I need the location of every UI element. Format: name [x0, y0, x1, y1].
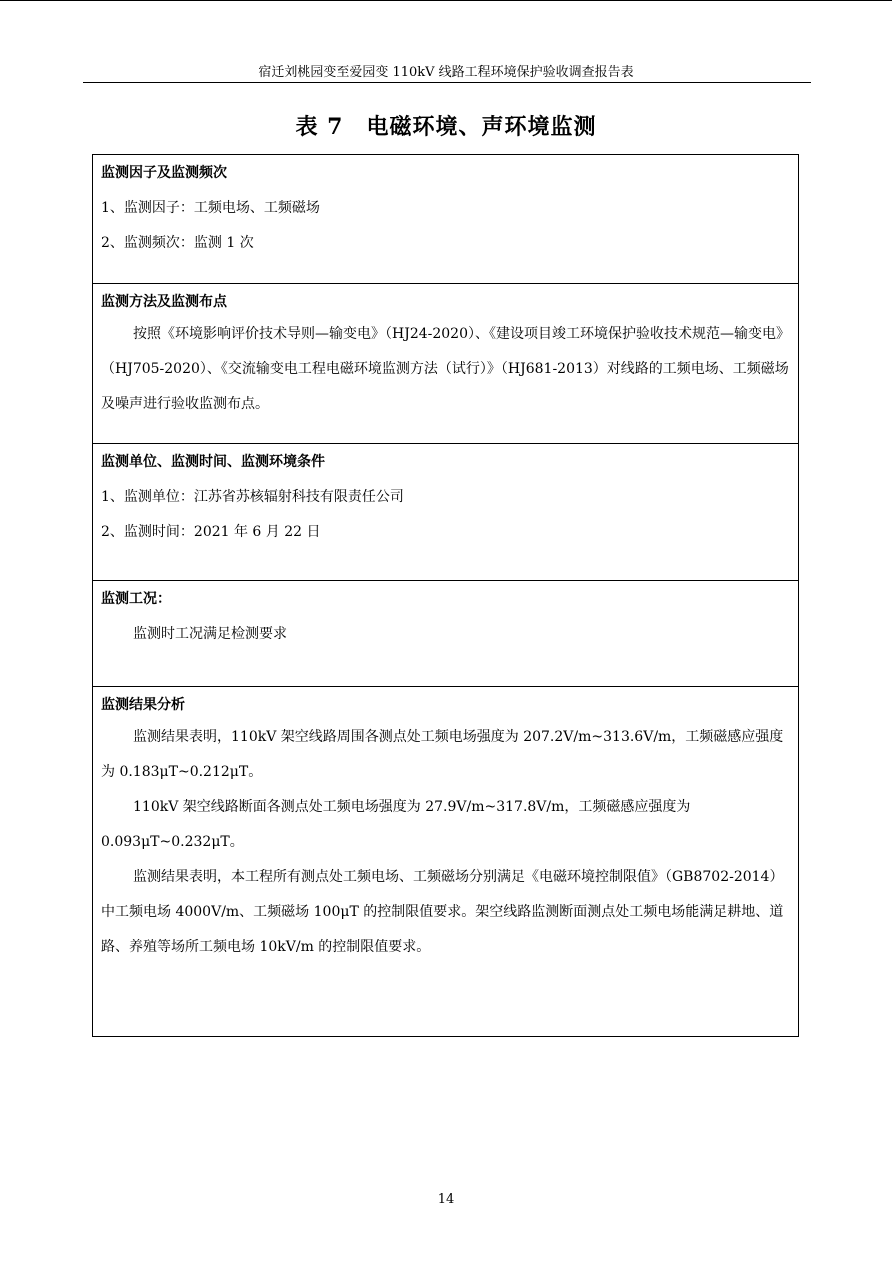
- running-header: 宿迁刘桃园变至爱园变 110kV 线路工程环境保护验收调查报告表: [258, 65, 634, 80]
- unit-line-2: 2、监测时间：2021 年 6 月 22 日: [101, 524, 321, 540]
- top-border-line: [0, 0, 892, 1]
- section-condition-heading: 监测工况：: [101, 591, 171, 607]
- method-paragraph: 按照《环境影响评价技术导则—输变电》（HJ24-2020）、《建设项目竣工环境保护验收技术规范—输变电》（HJ705-2020）、《交流输变电工程电磁环境监测方法（试行）》（HJ681-2013）对线路的工频电场、工频磁场及噪声进行验收监测布点。: [101, 326, 790, 412]
- table-title: 表 7 电磁环境、声环境监测: [295, 114, 597, 140]
- section-condition: [92, 580, 799, 687]
- page-number: 14: [437, 1192, 455, 1207]
- section-method: [92, 283, 799, 444]
- section-results-heading: 监测结果分析: [101, 697, 185, 713]
- results-paragraph-3: 监测结果表明，本工程所有测点处工频电场、工频磁场分别满足《电磁环境控制限值》（GB8702-2014）中工频电场 4000V/m、工频磁场 100μT 的控制限值要求。架空线路监测断面测点处工频电场能满足耕地、道路、养殖等场所工频电场 10kV/m 的控制限值要求。: [101, 869, 784, 955]
- condition-line-1: 监测时工况满足检测要求: [133, 626, 287, 642]
- factors-line-1: 1、监测因子：工频电场、工频磁场: [101, 200, 320, 216]
- results-paragraph-2: 110kV 架空线路断面各测点处工频电场强度为 27.9V/m~317.8V/m，工频磁感应强度为 0.093μT~0.232μT。: [101, 799, 691, 850]
- header-rule: [83, 82, 811, 83]
- section-factors-heading: 监测因子及监测频次: [101, 165, 227, 181]
- section-unit-heading: 监测单位、监测时间、监测环境条件: [101, 454, 325, 470]
- section-unit: [92, 443, 799, 581]
- factors-line-2: 2、监测频次：监测 1 次: [101, 235, 254, 251]
- section-results: [92, 686, 799, 1037]
- section-factors: [92, 154, 799, 284]
- results-paragraph-1: 监测结果表明，110kV 架空线路周围各测点处工频电场强度为 207.2V/m~313.6V/m，工频磁感应强度为 0.183μT~0.212μT。: [101, 729, 784, 780]
- unit-line-1: 1、监测单位：江苏省苏核辐射科技有限责任公司: [101, 489, 404, 505]
- section-method-heading: 监测方法及监测布点: [101, 294, 227, 310]
